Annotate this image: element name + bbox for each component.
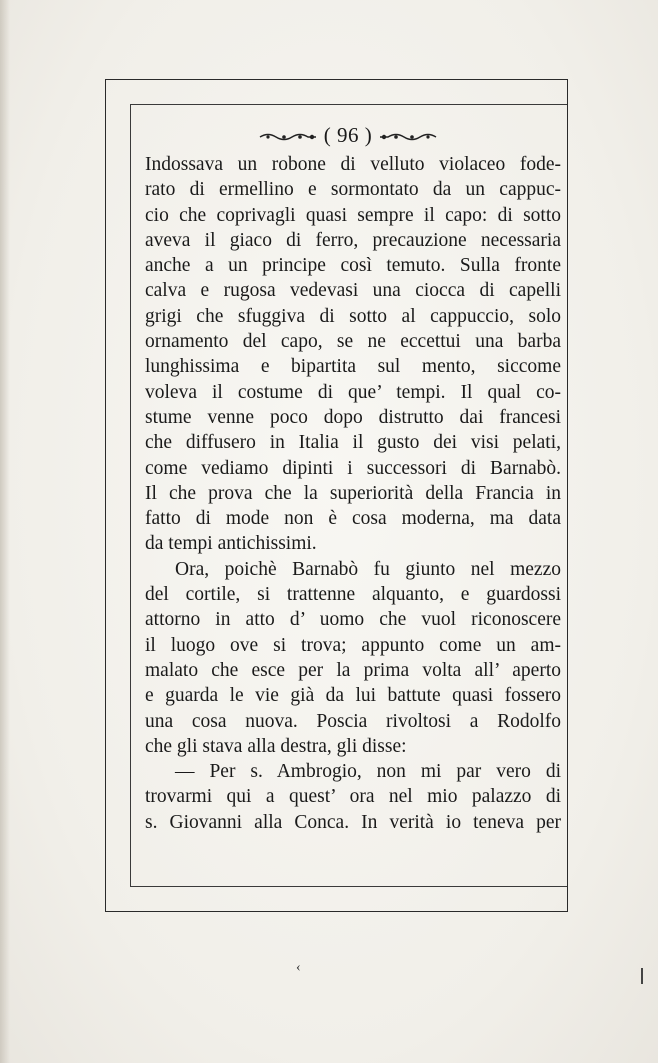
text-line: che gli stava alla destra, gli disse: <box>145 735 407 757</box>
text-line: grigi che sfuggiva di sotto al cappuccio, solo <box>145 305 561 327</box>
text-line: malato che esce per la prima volta all’ aperto <box>145 659 561 681</box>
text-line: che diffusero in Italia il gusto dei visi pelati, <box>145 432 561 454</box>
spine-shadow <box>0 0 10 1063</box>
text-line: cio che coprivagli quasi sempre il capo: di sotto <box>145 204 561 226</box>
text-line: calva e rugosa vedevasi una ciocca di capelli <box>145 280 561 302</box>
text-line: ornamento del capo, se ne eccettui una barba <box>145 331 561 353</box>
text-line: aveva il giaco di ferro, precauzione necessaria <box>145 229 561 251</box>
text-line: voleva il costume di que’ tempi. Il qual co- <box>145 381 561 403</box>
text-line: stume venne poco dopo distrutto dai francesi <box>145 406 561 428</box>
text-line: trovarmi qui a quest’ ora nel mio palazzo di <box>145 786 561 808</box>
ornament-left-icon <box>258 132 318 142</box>
text-line: il luogo ove si trova; appunto come un am- <box>145 634 561 656</box>
footer-mark: ‹ <box>296 960 301 975</box>
text-line: una cosa nuova. Poscia rivoltosi a Rodolfo <box>145 710 561 732</box>
text-line: Indossava un robone di velluto violaceo fode- <box>145 154 561 175</box>
text-line: Il che prova che la superiorità della Francia in <box>145 482 561 504</box>
text-line: Ora, poichè Barnabò fu giunto nel mezzo <box>175 558 561 580</box>
text-line: attorno in atto d’ uomo che vuol riconoscere <box>145 609 561 631</box>
text-line: fatto di mode non è cosa moderna, ma data <box>145 508 561 530</box>
body-text <box>145 152 561 835</box>
page-number: ( 96 ) <box>323 123 373 147</box>
text-line: come vediamo dipinti i successori di Barnabò. <box>145 457 561 479</box>
text-line: rato di ermellino e sormontato da un cappuc- <box>145 179 561 201</box>
text-line: anche a un principe così temuto. Sulla fronte <box>145 255 561 277</box>
text-line: del cortile, si trattenne alquanto, e guardossi <box>145 584 561 606</box>
page-header <box>130 122 566 148</box>
text-line: s. Giovanni alla Conca. In verità io teneva per <box>145 811 561 833</box>
text-line: lunghissima e bipartita sul mento, siccome <box>145 356 561 378</box>
text-line: da tempi antichissimi. <box>145 533 317 555</box>
ornament-right-icon <box>378 132 438 142</box>
text-line: e guarda le vie già da lui battute quasi fossero <box>145 685 561 707</box>
text-line: — Per s. Ambrogio, non mi par vero di <box>175 761 561 783</box>
margin-mark <box>641 968 643 984</box>
